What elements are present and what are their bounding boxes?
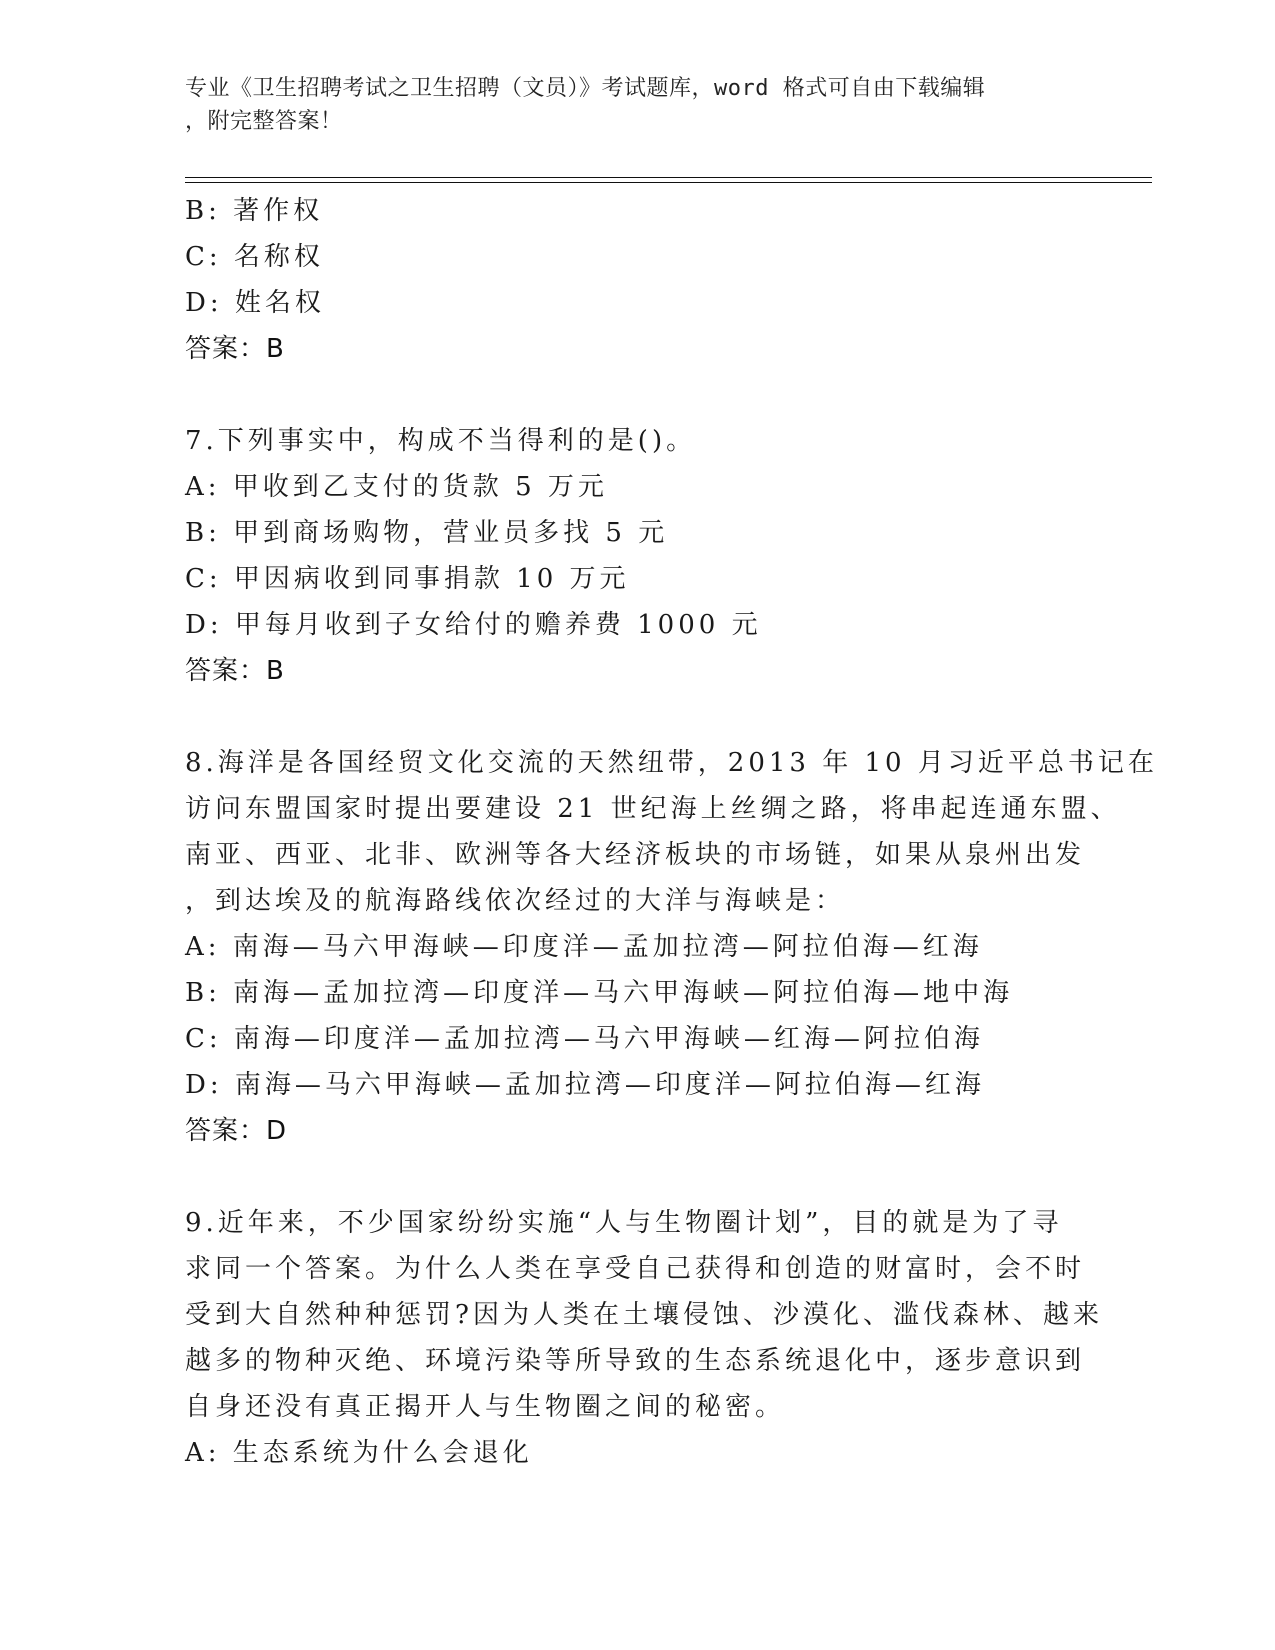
option-d: D: 甲每月收到子女给付的赡养费 1000 元: [185, 610, 762, 640]
question-stem-line-1: 9.近年来，不少国家纷纷实施“人与生物圈计划”，目的就是为了寻: [185, 1208, 1063, 1238]
option-d: D: 姓名权: [185, 288, 325, 318]
question-stem-line-3: 南亚、西亚、北非、欧洲等各大经济板块的市场链，如果从泉州出发: [185, 840, 1086, 870]
question-8: [185, 740, 1158, 1154]
question-stem-line-1: 8.海洋是各国经贸文化交流的天然纽带，2013 年 10 月习近平总书记在: [185, 748, 1158, 778]
question-7: [185, 418, 1105, 694]
question-stem-line-5: 自身还没有真正揭开人与生物圈之间的秘密。: [185, 1392, 786, 1422]
option-d: D: 南海—马六甲海峡—孟加拉湾—印度洋—阿拉伯海—红海: [185, 1070, 985, 1100]
question-6: [185, 188, 1105, 372]
answer-line: 答案：D: [185, 1116, 288, 1146]
question-stem-line-4: ，到达埃及的航海路线依次经过的大洋与海峡是：: [185, 886, 846, 916]
option-c: C: 名称权: [185, 242, 324, 272]
header-rule-bottom: [185, 182, 1152, 183]
question-content: [185, 188, 1158, 1476]
header-line-1: 专业《卫生招聘考试之卫生招聘（文员）》考试题库，word 格式可自由下载编辑: [185, 76, 986, 101]
option-b: B: 甲到商场购物，营业员多找 5 元: [185, 518, 669, 548]
option-c: C: 南海—印度洋—孟加拉湾—马六甲海峡—红海—阿拉伯海: [185, 1024, 984, 1054]
header-line-2: ，附完整答案！: [185, 109, 343, 134]
question-stem-line-3: 受到大自然种种惩罚?因为人类在土壤侵蚀、沙漠化、滥伐森林、越来: [185, 1300, 1103, 1330]
option-a: A: 生态系统为什么会退化: [185, 1438, 533, 1468]
question-stem-line-2: 访问东盟国家时提出要建设 21 世纪海上丝绸之路，将串起连通东盟、: [185, 794, 1121, 824]
option-a: A: 南海—马六甲海峡—印度洋—孟加拉湾—阿拉伯海—红海: [185, 932, 983, 962]
option-b: B: 著作权: [185, 196, 324, 226]
question-stem: 7.下列事实中，构成不当得利的是()。: [185, 426, 697, 456]
question-stem-line-4: 越多的物种灭绝、环境污染等所导致的生态系统退化中，逐步意识到: [185, 1346, 1086, 1376]
header-rule-top: [185, 177, 1152, 178]
question-9: [185, 1200, 1105, 1476]
question-stem-line-2: 求同一个答案。为什么人类在享受自己获得和创造的财富时，会不时: [185, 1254, 1086, 1284]
answer-line: 答案：B: [185, 656, 285, 686]
answer-line: 答案：B: [185, 334, 285, 364]
option-b: B: 南海—孟加拉湾—印度洋—马六甲海峡—阿拉伯海—地中海: [185, 978, 1014, 1008]
option-c: C: 甲因病收到同事捐款 10 万元: [185, 564, 630, 594]
option-a: A: 甲收到乙支付的货款 5 万元: [185, 472, 608, 502]
document-header: [185, 72, 1085, 138]
